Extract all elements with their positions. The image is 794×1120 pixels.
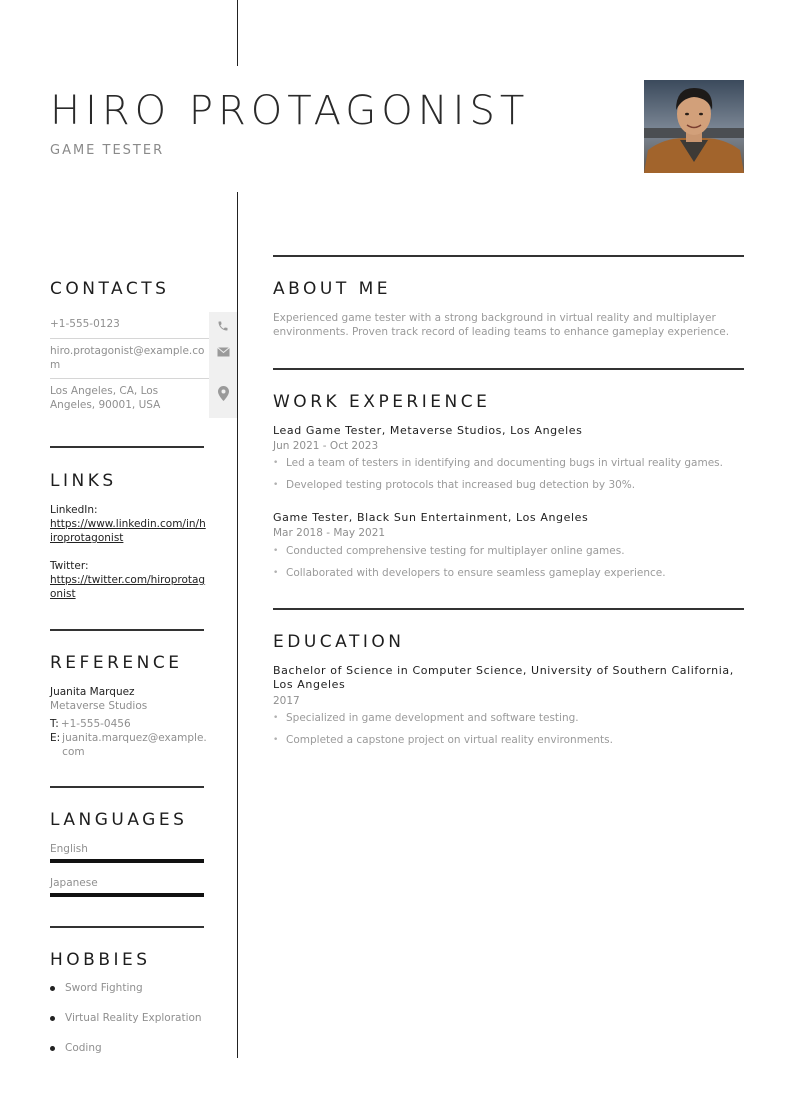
language-level-bar [50, 893, 204, 897]
profile-photo [644, 80, 744, 173]
work-heading: WORK EXPERIENCE [273, 392, 491, 412]
education-degree: Bachelor of Science in Computer Science, University of Southern California, Los Angeles [273, 664, 734, 691]
reference-phone-label: T: [50, 718, 59, 730]
link-linkedin [50, 503, 208, 545]
contact-phone[interactable]: +1-555-0123 [50, 318, 120, 330]
bullet-dot [50, 986, 55, 991]
hobbies-heading: HOBBIES [50, 950, 151, 970]
twitter-url[interactable]: https://twitter.com/hiroprotagonist [50, 574, 206, 600]
education-year: 2017 [273, 695, 300, 707]
reference-heading: REFERENCE [50, 653, 183, 673]
reference-email[interactable]: juanita.marquez@example.com [62, 732, 207, 758]
bullet-text: Developed testing protocols that increased bug detection by 30%. [286, 479, 636, 491]
job-bullet [273, 457, 723, 469]
section-divider [50, 926, 204, 928]
language-name: English [50, 843, 88, 855]
bullet-dot: • [273, 458, 279, 468]
contacts-heading: CONTACTS [50, 279, 170, 299]
links-heading: LINKS [50, 471, 117, 491]
mail-icon [209, 342, 237, 362]
bullet-text: Led a team of testers in identifying and documenting bugs in virtual reality games. [286, 457, 723, 469]
reference-company: Metaverse Studios [50, 700, 148, 712]
bullet-text: Specialized in game development and software testing. [286, 712, 579, 724]
link-label: Twitter: [50, 560, 89, 572]
job-dates: Jun 2021 - Oct 2023 [273, 440, 379, 452]
vertical-divider [237, 192, 238, 1058]
bullet-text: Collaborated with developers to ensure seamless gameplay experience. [286, 567, 666, 579]
contact-divider [50, 338, 209, 339]
job-bullet [273, 545, 625, 557]
location-pin-icon [209, 383, 237, 403]
bullet-dot: • [273, 480, 279, 490]
hobby-item [50, 1012, 202, 1024]
vertical-divider-top [237, 0, 238, 66]
hobby-label: Sword Fighting [65, 982, 143, 994]
section-divider [273, 608, 744, 610]
education-heading: EDUCATION [273, 632, 405, 652]
language-name: Japanese [50, 877, 98, 889]
reference-email-row [50, 731, 208, 759]
reference-name: Juanita Marquez [50, 686, 135, 698]
hobby-label: Virtual Reality Exploration [65, 1012, 202, 1024]
candidate-title: GAME TESTER [50, 143, 165, 158]
section-divider [273, 368, 744, 370]
languages-heading: LANGUAGES [50, 810, 188, 830]
linkedin-url[interactable]: https://www.linkedin.com/in/hiroprotagonist [50, 518, 206, 544]
contact-email[interactable]: hiro.protagonist@example.com [50, 345, 205, 371]
job-bullet [273, 479, 635, 491]
contact-address: Los Angeles, CA, Los Angeles, 90001, USA [50, 385, 161, 411]
section-divider [50, 446, 204, 448]
hobby-item [50, 982, 143, 994]
reference-email-label: E: [50, 732, 61, 744]
bullet-dot [50, 1046, 55, 1051]
link-twitter [50, 559, 208, 601]
bullet-dot: • [273, 546, 279, 556]
education-bullet [273, 712, 579, 724]
section-divider [50, 786, 204, 788]
bullet-dot [50, 1016, 55, 1021]
reference-phone-row [50, 717, 208, 731]
about-text: Experienced game tester with a strong background in virtual reality and multiplayer environments. Proven track record of leading teams to enhance gameplay experience. [273, 312, 730, 338]
section-divider [273, 255, 744, 257]
job-title: Lead Game Tester, Metaverse Studios, Los Angeles [273, 424, 583, 437]
job-dates: Mar 2018 - May 2021 [273, 527, 386, 539]
job-title: Game Tester, Black Sun Entertainment, Los Angeles [273, 511, 589, 524]
section-divider [50, 629, 204, 631]
contact-icons-column [209, 312, 237, 418]
about-heading: ABOUT ME [273, 279, 392, 299]
contact-divider [50, 378, 209, 379]
education-bullet [273, 734, 613, 746]
candidate-name: HIRO PROTAGONIST [50, 88, 530, 134]
link-label: LinkedIn: [50, 504, 98, 516]
language-level-bar [50, 859, 204, 863]
bullet-dot: • [273, 713, 279, 723]
job-bullet [273, 567, 666, 579]
bullet-text: Conducted comprehensive testing for multiplayer online games. [286, 545, 625, 557]
bullet-text: Completed a capstone project on virtual reality environments. [286, 734, 613, 746]
bullet-dot: • [273, 568, 279, 578]
hobby-item [50, 1042, 102, 1054]
phone-icon [209, 316, 237, 336]
bullet-dot: • [273, 735, 279, 745]
hobby-label: Coding [65, 1042, 102, 1054]
reference-phone[interactable]: +1-555-0456 [60, 718, 131, 730]
